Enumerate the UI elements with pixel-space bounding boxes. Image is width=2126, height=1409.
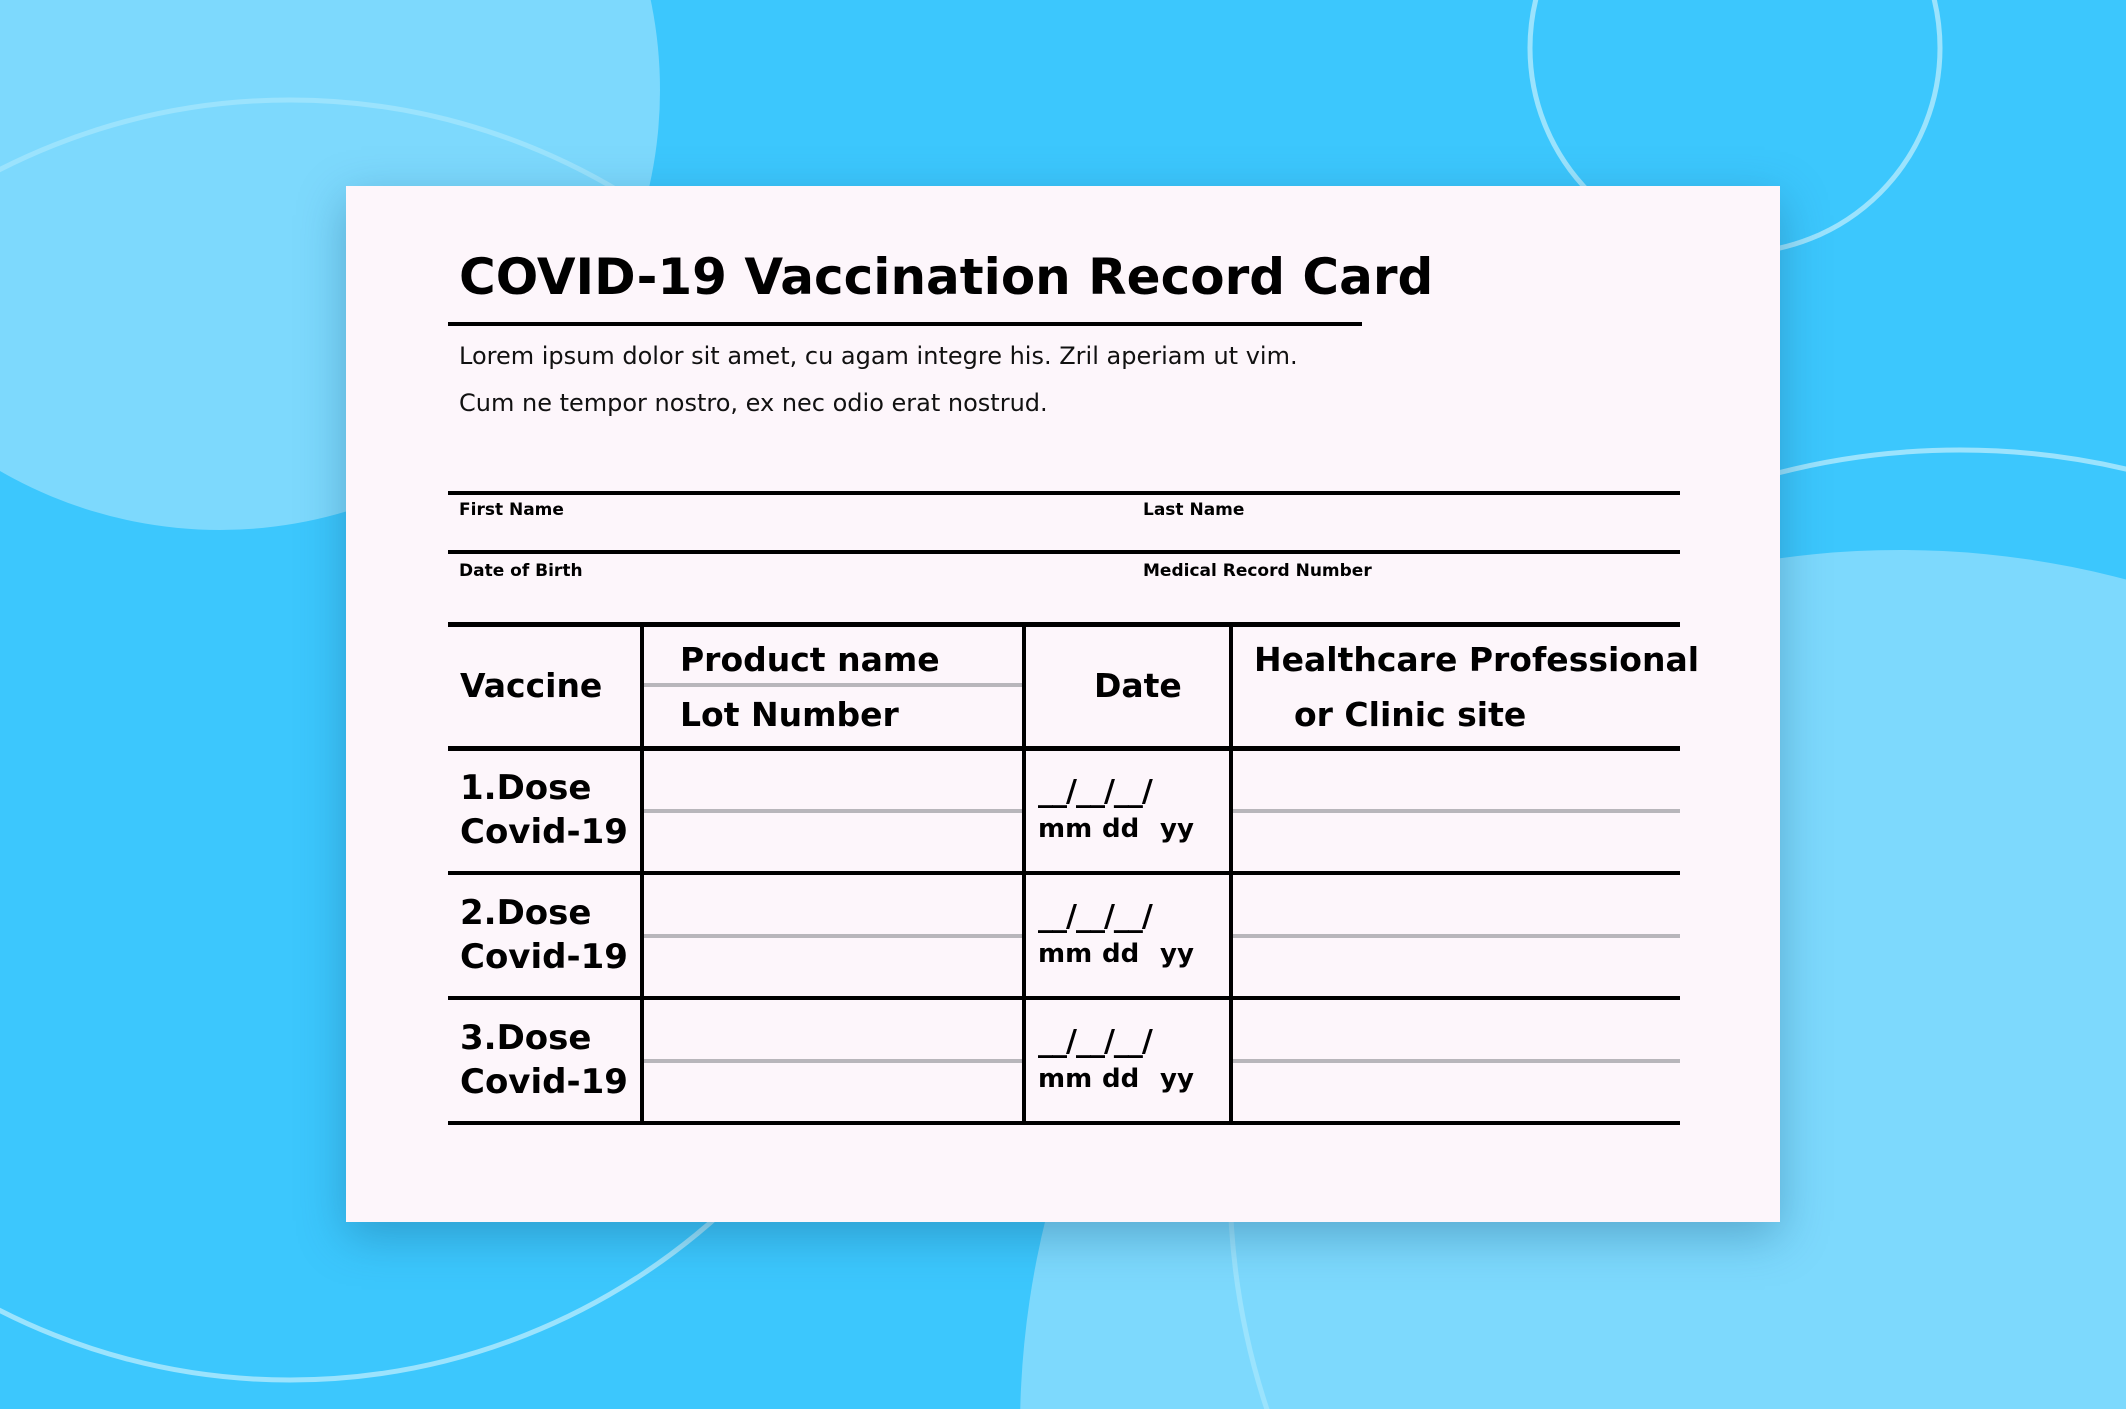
- dose-vaccine-name: Covid-19: [460, 812, 628, 852]
- row-2-date-field[interactable]: [1038, 899, 1248, 975]
- vaccine-table: [448, 622, 1700, 1314]
- card-description-line-2: Cum ne tempor nostro, ex nec odio erat nostrud.: [459, 389, 1048, 417]
- header-product-name: Product name: [680, 640, 940, 679]
- date-blanks: __/__/__/: [1038, 774, 1152, 809]
- date-unit-yy: yy: [1160, 939, 1194, 969]
- table-bottom-line: [448, 1121, 1680, 1125]
- row-1-date-field[interactable]: [1038, 774, 1248, 850]
- row-2-product-name-cell[interactable]: [644, 875, 1022, 934]
- date-unit-mm: mm: [1038, 814, 1093, 844]
- date-unit-dd: dd: [1102, 814, 1140, 844]
- date-unit-dd: dd: [1102, 939, 1140, 969]
- header-date: Date: [1094, 666, 1182, 705]
- date-unit-dd: dd: [1102, 1064, 1140, 1094]
- vaccination-record-card: [346, 186, 1780, 1222]
- row-2-dose: [460, 891, 628, 979]
- header-lot-number: Lot Number: [680, 695, 899, 734]
- row-1-clinic-cell[interactable]: [1233, 751, 1680, 871]
- row-1-dose: [460, 766, 628, 854]
- row-2-lot-number-cell[interactable]: [644, 938, 1022, 996]
- date-unit-mm: mm: [1038, 939, 1093, 969]
- dose-number: 2.Dose: [460, 893, 592, 933]
- row-3-lot-number-cell[interactable]: [644, 1063, 1022, 1121]
- dose-vaccine-name: Covid-19: [460, 1062, 628, 1102]
- card-title: COVID-19 Vaccination Record Card: [459, 248, 1434, 306]
- date-blanks: __/__/__/: [1038, 899, 1152, 934]
- date-blanks: __/__/__/: [1038, 1024, 1152, 1059]
- card-description-line-1: Lorem ipsum dolor sit amet, cu agam integre his. Zril aperiam ut vim.: [459, 342, 1298, 370]
- date-of-birth-field[interactable]: Date of Birth: [459, 561, 583, 581]
- dob-row-top-line: [448, 550, 1680, 554]
- table-top-line: [448, 622, 1680, 627]
- date-unit-mm: mm: [1038, 1064, 1093, 1094]
- header-product-lot-divider: [644, 683, 1022, 687]
- medical-record-number-field[interactable]: Medical Record Number: [1143, 561, 1372, 581]
- row-3-dose: [460, 1016, 628, 1104]
- dose-number: 1.Dose: [460, 768, 592, 808]
- header-clinic-site: or Clinic site: [1294, 695, 1527, 734]
- table-column-divider: [1022, 622, 1026, 1125]
- dose-number: 3.Dose: [460, 1018, 592, 1058]
- row-3-product-name-cell[interactable]: [644, 1000, 1022, 1059]
- row-1-lot-number-cell[interactable]: [644, 813, 1022, 871]
- last-name-field[interactable]: Last Name: [1143, 500, 1245, 520]
- header-vaccine: Vaccine: [460, 666, 603, 705]
- row-3-clinic-cell[interactable]: [1233, 1000, 1680, 1121]
- first-name-field[interactable]: First Name: [459, 500, 564, 520]
- name-row-top-line: [448, 491, 1680, 495]
- dose-vaccine-name: Covid-19: [460, 937, 628, 977]
- header-healthcare-professional: Healthcare Professional: [1254, 640, 1700, 679]
- title-underline: [448, 322, 1362, 326]
- row-1-product-name-cell[interactable]: [644, 751, 1022, 809]
- row-2-clinic-cell[interactable]: [1233, 875, 1680, 996]
- date-unit-yy: yy: [1160, 814, 1194, 844]
- date-unit-yy: yy: [1160, 1064, 1194, 1094]
- row-3-date-field[interactable]: [1038, 1024, 1248, 1100]
